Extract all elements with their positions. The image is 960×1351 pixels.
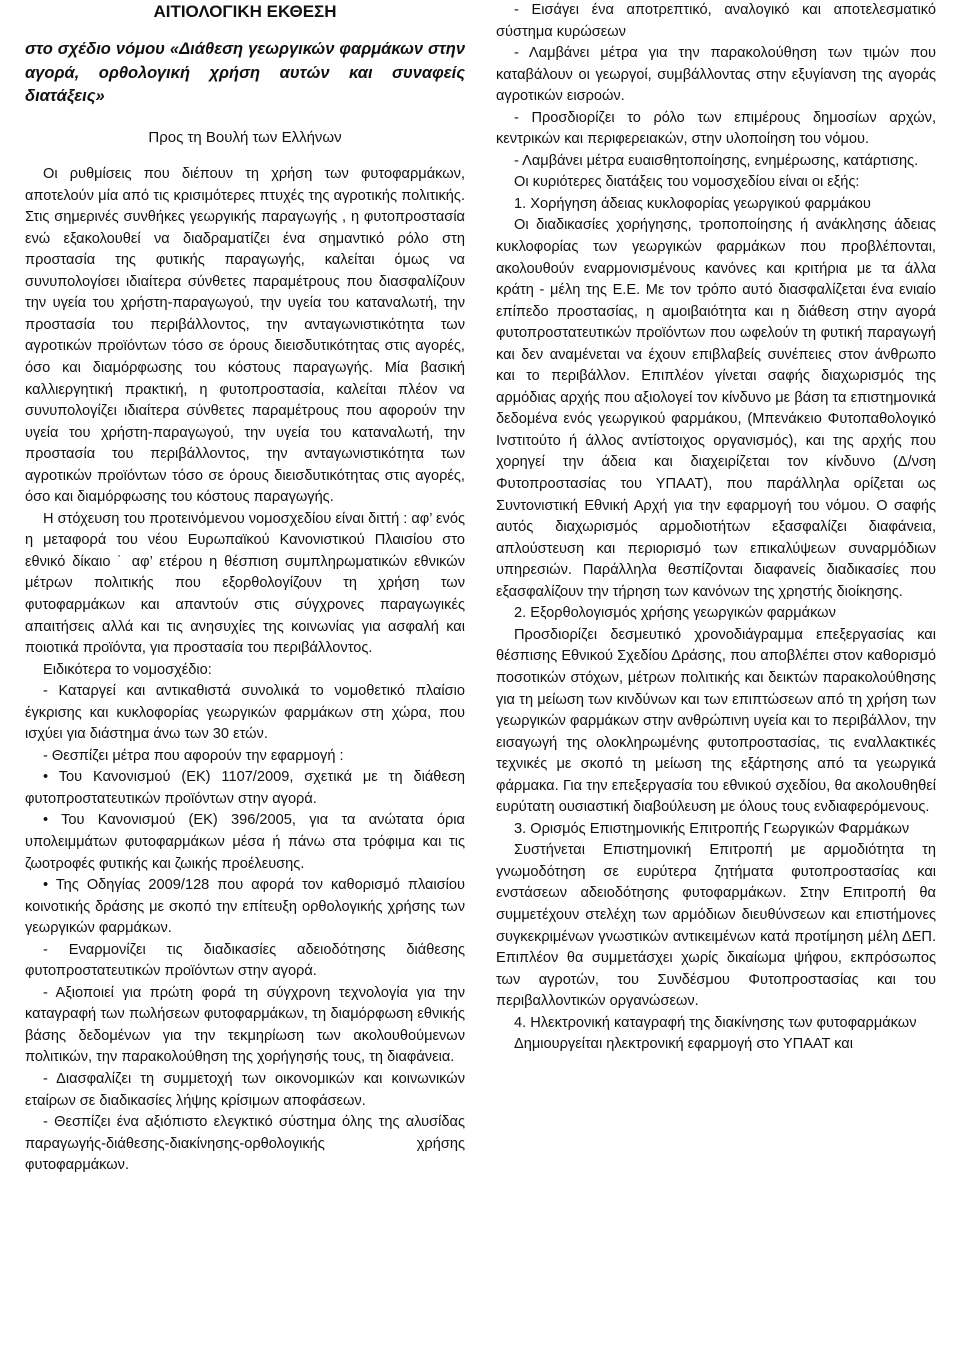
paragraph: Δημιουργείται ηλεκτρονική εφαρμογή στο ΥΠΑΑΤ και (514, 1036, 853, 1053)
left-column (25, 0, 465, 1177)
list-item: - Διασφαλίζει τη συμμετοχή των οικονομικών και κοινωνικών εταίρων σε διαδικασίες λήψης κρίσιμων αποφάσεων. (25, 1071, 465, 1109)
section-heading: 2. Εξορθολογισμός χρήσης γεωργικών φαρμάκων (514, 605, 836, 622)
document-heading: ΑΙΤΙΟΛΟΓΙΚΗ ΕΚΘΕΣΗ (153, 2, 337, 21)
paragraph: Συστήνεται Επιστημονική Επιτροπή με αρμοδιότητα τη γνωμοδότηση σε ευρύτερα ζητήματα φυτοπροστασίας και ενστάσεων αδειοδότησης φυτοφαρμάκων. Στην Επιτροπή θα συμμετέχουν στελέχη των αρμόδιων διευθύνσεων και επιστήμονες συγκεκριμένων γνωστικών αντικειμένων κατά προτίμηση μέλη ΔΕΠ. Επιπλέον θα συμμετάσχει χωρίς δικαίωμα ψήφου, εκπρόσωπος των αγροτών, του Συνδέσμου Φυτοπροστασίας και του περιβαλλοντικών οργανώσεων. (496, 842, 936, 1010)
paragraph: Οι ρυθμίσεις που διέπουν τη χρήση των φυτοφαρμάκων, αποτελούν μία από τις κρισιμότερες πτυχές της αγροτικής πολιτικής. Στις σημερινές συνθήκες γεωργικής παραγωγής , η φυτοπροστασία ενώ εξακολουθεί να διαδραματίζει ένα σημαντικό ρόλο στη προστασία της φυτικής παραγωγής, καλείται όμως να συνυπολογίσει ιδιαίτερα σύνθετες παραμέτρους που διασφαλίζουν την υγεία του χρήστη-παραγωγού, την υγεία του καταναλωτή, την προστασία του περιβάλλοντος, την ανταγωνιστικότητα των αγροτικών προϊόντων τόσο σε όρους διεισδυτικότητας στις αγορές, όσο και διαμόρφωσης του κόστους παραγωγής. Μία βασική καλλιεργητική πρακτική, η φυτοπροστασία, καλείται πλέον να συνυπολογίζει ιδιαίτερα σύνθετες παραμέτρους που αφορούν την υγεία του χρήστη-παραγωγού, την υγεία του καταναλωτή, την προστασία του περιβάλλοντος, την ανταγωνιστικότητα των αγροτικών προϊόντων τόσο σε όρους διεισδυτικότητας στις αγορές, όσο και διαμόρφωσης του κόστους παραγωγής. (25, 166, 465, 506)
bullet-item: • Του Κανονισμού (ΕΚ) 1107/2009, σχετικά με τη διάθεση φυτοπροστατευτικών προϊόντων στην αγορά. (25, 769, 465, 807)
list-item: - Εισάγει ένα αποτρεπτικό, αναλογικό και αποτελεσματικό σύστημα κυρώσεων (496, 2, 936, 40)
right-column (496, 0, 936, 1056)
paragraph: Οι κυριότερες διατάξεις του νομοσχεδίου είναι οι εξής: (514, 174, 860, 191)
paragraph: Προσδιορίζει δεσμευτικό χρονοδιάγραμμα επεξεργασίας και θέσπισης Εθνικού Σχεδίου Δράσης, που αποβλέπει στον καθορισμό ποσοτικών στόχων, μέτρων πολιτικής και δεικτών παρακολούθησης για τη μείωση των κινδύνων και των επιπτώσεων από τη χρήση των γεωργικών φαρμάκων στην ανθρώπινη υγεία και το περιβάλλον, την εισαγωγή της ολοκληρωμένης φυτοπροστασίας, τις εναλλακτικές τεχνικές με σκοπό τη μείωση της εξάρτησης από τα γεωργικά φάρμακα. Για την επεξεργασία του εθνικού σχεδίου, θα ακολουθηθεί ευρύτατη ουσιαστική διαβούλευση με όλους τους ενδιαφερόμενους. (496, 626, 936, 816)
list-item: - Εναρμονίζει τις διαδικασίες αδειοδότησης διάθεσης φυτοπροστατευτικών προϊόντων στην αγορά. (25, 941, 465, 980)
section-heading: 4. Ηλεκτρονική καταγραφή της διακίνησης των φυτοφαρμάκων (514, 1014, 917, 1031)
list-item: - Προσδιορίζει το ρόλο των επιμέρους δημοσίων αρχών, κεντρικών και περιφερειακών, στην υλοποίηση του νόμου. (496, 109, 936, 148)
bullet-item: • Της Οδηγίας 2009/128 που αφορά τον καθορισμό πλαισίου κοινοτικής δράσης με σκοπό την επίτευξη ορθολογικής χρήσης των γεωργικών φαρμάκων. (25, 877, 465, 937)
section-heading: 3. Ορισμός Επιστημονικής Επιτροπής Γεωργικών Φαρμάκων (514, 820, 910, 837)
list-item: - Θεσπίζει ένα αξιόπιστο ελεγκτικό σύστημα όλης της αλυσίδας παραγωγής-διάθεσης-διακίνησης-ορθολογικής χρήσης φυτοφαρμάκων. (25, 1114, 465, 1174)
list-item: - Λαμβάνει μέτρα ευαισθητοποίησης, ενημέρωσης, κατάρτισης. (514, 152, 919, 169)
paragraph: Ειδικότερα το νομοσχέδιο: (43, 661, 212, 678)
bill-title: στο σχέδιο νόμου «Διάθεση γεωργικών φαρμάκων στην αγορά, ορθολογική χρήση αυτών και συναφείς διατάξεις» (25, 40, 465, 105)
list-item: - Λαμβάνει μέτρα για την παρακολούθηση των τιμών που καταβάλουν οι γεωργοί, συμβάλλοντας στην εξυγίανση της αγοράς αγροτικών εισροών. (496, 45, 936, 105)
list-item: - Αξιοποιεί για πρώτη φορά τη σύγχρονη τεχνολογία για την καταγραφή των πωλήσεων φυτοφαρμάκων, τη διαμόρφωση εθνικής βάσης δεδομένων για την τεκμηρίωση των ακολουθούμενων πολιτικών, την παρακολούθηση της χορήγησής τους, τη διαφάνεια. (25, 984, 465, 1066)
section-heading: 1. Χορήγηση άδειας κυκλοφορίας γεωργικού φαρμάκου (514, 195, 871, 212)
list-item: - Καταργεί και αντικαθιστά συνολικά το νομοθετικό πλαίσιο έγκρισης και κυκλοφορίας γεωργικών φαρμάκων στη χώρα, που ισχύει για διάστημα άνω των 30 ετών. (25, 683, 465, 743)
paragraph: Οι διαδικασίες χορήγησης, τροποποίησης ή ανάκλησης άδειας κυκλοφορίας των γεωργικών φαρμάκων που προβλέπονται, ακολουθούν εναρμονισμένους κανόνες και κριτήρια με τα άλλα κράτη - μέλη της Ε.Ε. Με τον τρόπο αυτό διασφαλίζεται ένα ενιαίο επίπεδο προστασίας, η αμοιβαιότητα και η διάθεση στην αγορά φυτοπροστατευτικών προϊόντων που ωφελούν τη φυτική παραγωγή και δεν αναμένεται να έχουν επιβλαβείς συνέπειες στον άνθρωπο και το περιβάλλον. Επιπλέον γίνεται σαφής διαχωρισμός της αρμόδιας αρχής που αξιολογεί τον κίνδυνο με βάση τα επιστημονικά δεδομένα ενός γεωργικού φαρμάκου, (Μπενάκειο Φυτοπαθολογικό Ινστιτούτο ή άλλος αντίστοιχος οργανισμός), και της αρχής που χορηγεί την άδεια και διαχειρίζεται τον κίνδυνο (Δ/νση Φυτοπροστασίας του ΥΠΑΑΤ), που παράλληλα ορίζεται ως Συντονιστική Εθνική Αρχή για την εφαρμογή του νόμου. Ο σαφής αυτός διαχωρισμός αρμοδιοτήτων εξασφαλίζει διαφάνεια, απλούστευση και περιορισμό των επικαλύψεων συναρμόδιων υπηρεσιών. Παράλληλα θεσπίζονται διαφανείς διαδικασίες που εξασφαλίζουν την τήρηση των κανόνων της χρηστής διοίκησης. (496, 217, 936, 600)
bullet-item: • Του Κανονισμού (ΕΚ) 396/2005, για τα ανώτατα όρια υπολειμμάτων φυτοφαρμάκων μέσα ή πάνω στα τρόφιμα και τις ζωοτροφές φυτικής και ζωικής προέλευσης. (25, 812, 465, 872)
list-item: - Θεσπίζει μέτρα που αφορούν την εφαρμογή : (43, 747, 344, 764)
recipient-line: Προς τη Βουλή των Ελλήνων (148, 128, 342, 146)
paragraph: Η στόχευση του προτεινόμενου νομοσχεδίου είναι διττή : αφ’ ενός η μεταφορά του νέου Ευρωπαϊκού Κανονιστικού Πλαισίου στο εθνικό δίκαιο ˙ αφ’ ετέρου η θέσπιση συμπληρωματικών εθνικών μέτρων πολιτικής που εξορθολογίζουν τη χρήση των φυτοφαρμάκων και απαντούν στις σύγχρονες παραγωγικές απαιτήσεις αλλά και τις ανησυχίες της κοινωνίας για ασφαλή και ποιοτικά προϊόντα, για προστασία του περιβάλλοντος. (25, 510, 465, 657)
